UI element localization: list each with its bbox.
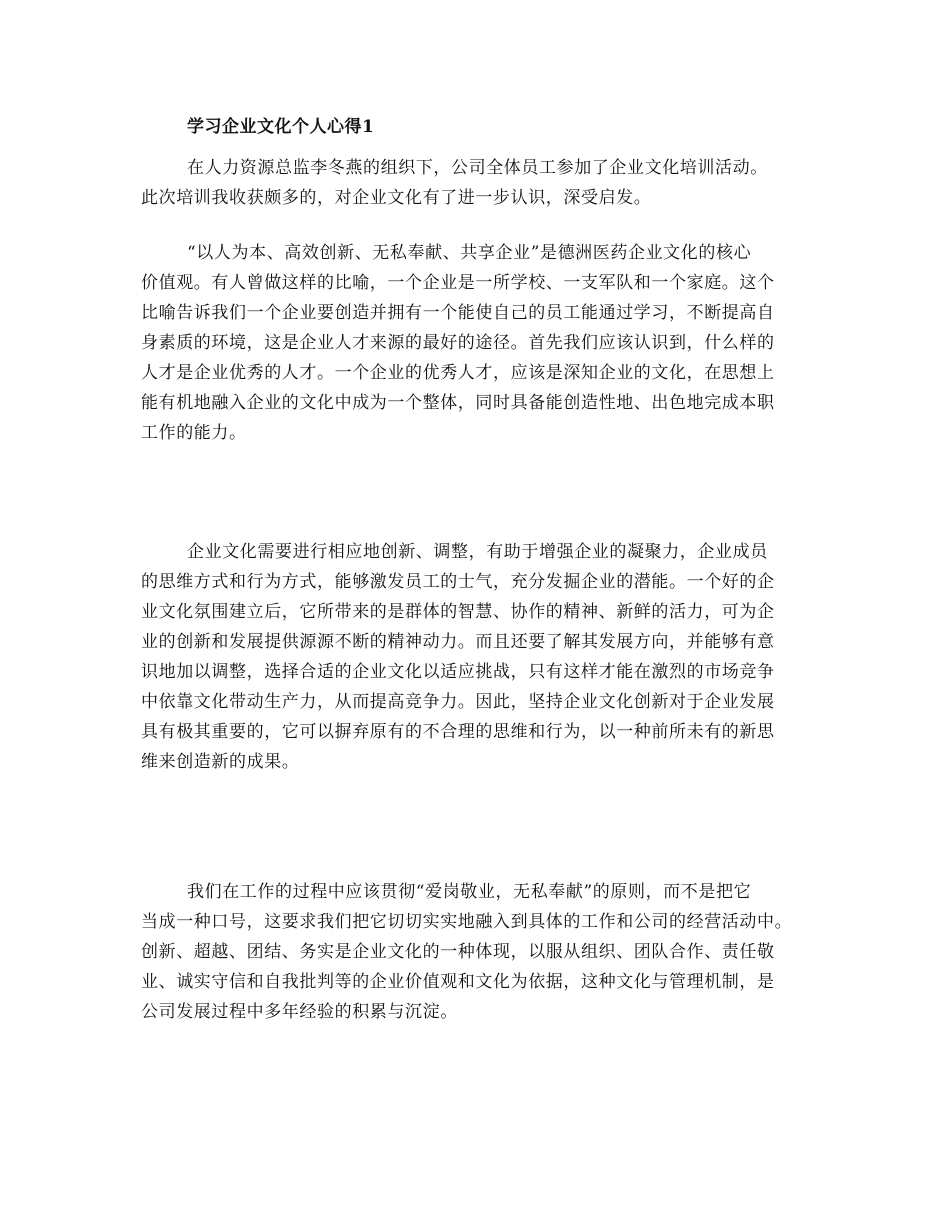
paragraph-line: “以人为本、高效创新、无私奉献、共享企业”是德洲医药企业文化的核心 [187, 243, 752, 263]
paragraph-line: 中依靠文化带动生产力，从而提高竞争力。因此，坚持企业文化创新对于企业发展 [141, 692, 775, 712]
paragraph-line: 我们在工作的过程中应该贯彻“爱岗敬业，无私奉献”的原则，而不是把它 [187, 882, 752, 902]
paragraph-line: 业文化氛围建立后，它所带来的是群体的智慧、协作的精神、新鲜的活力，可为企 [141, 602, 775, 622]
paragraph-4 [141, 877, 821, 1027]
paragraph-line: 业、诚实守信和自我批判等的企业价值观和文化为依据，这种文化与管理机制，是 [141, 972, 775, 992]
paragraph-2 [141, 238, 821, 448]
paragraph-3 [141, 537, 821, 777]
paragraph-line: 在人力资源总监李冬燕的组织下，公司全体员工参加了企业文化培训活动。 [187, 158, 768, 178]
document-title: 学习企业文化个人心得1 [187, 117, 375, 137]
paragraph-line: 识地加以调整，选择合适的企业文化以适应挑战，只有这样才能在激烈的市场竞争 [141, 662, 775, 682]
paragraph-line: 比喻告诉我们一个企业要创造并拥有一个能使自己的员工能通过学习，不断提高自 [141, 303, 775, 323]
paragraph-line: 价值观。有人曾做这样的比喻，一个企业是一所学校、一支军队和一个家庭。这个 [141, 273, 775, 293]
paragraph-line: 具有极其重要的，它可以摒弃原有的不合理的思维和行为，以一种前所未有的新思 [141, 722, 775, 742]
paragraph-line: 身素质的环境，这是企业人才来源的最好的途径。首先我们应该认识到，什么样的 [141, 333, 775, 353]
paragraph-line: 工作的能力。 [141, 423, 247, 443]
paragraph-line: 的思维方式和行为方式，能够激发员工的士气，充分发掘企业的潜能。一个好的企 [141, 572, 775, 592]
paragraph-line: 此次培训我收获颇多的，对企业文化有了进一步认识，深受启发。 [141, 188, 652, 208]
paragraph-line: 企业文化需要进行相应地创新、调整，有助于增强企业的凝聚力，企业成员 [187, 542, 768, 562]
paragraph-line: 当成一种口号，这要求我们把它切切实实地融入到具体的工作和公司的经营活动中。 [141, 912, 793, 932]
paragraph-line: 创新、超越、团结、务实是企业文化的一种体现，以服从组织、团队合作、责任敬 [141, 942, 775, 962]
paragraph-1 [141, 153, 821, 213]
paragraph-line: 人才是企业优秀的人才。一个企业的优秀人才，应该是深知企业的文化，在思想上 [141, 363, 775, 383]
paragraph-line: 能有机地融入企业的文化中成为一个整体，同时具备能创造性地、出色地完成本职 [141, 393, 775, 413]
paragraph-line: 维来创造新的成果。 [141, 752, 300, 772]
paragraph-line: 公司发展过程中多年经验的积累与沉淀。 [141, 1002, 458, 1022]
paragraph-line: 业的创新和发展提供源源不断的精神动力。而且还要了解其发展方向，并能够有意 [141, 632, 775, 652]
